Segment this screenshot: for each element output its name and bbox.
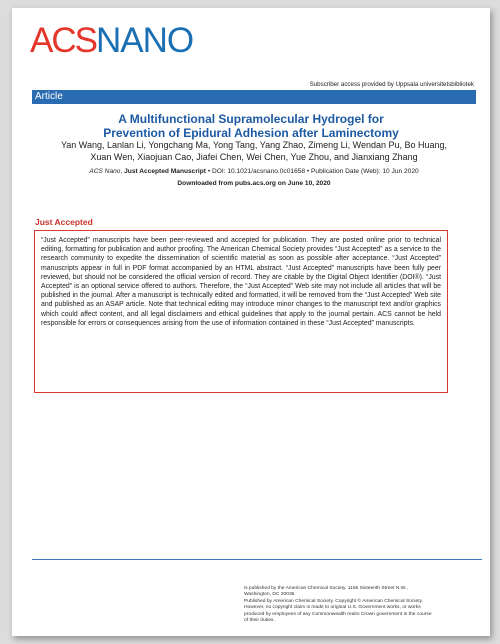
journal-logo	[30, 22, 193, 60]
footer-line-2: Washington, DC 20036	[244, 592, 295, 598]
article-title-line-1: A Multifunctional Supramolecular Hydrogel for	[118, 112, 384, 126]
citation-status: Just Accepted Manuscript	[124, 168, 206, 175]
footer-line-4: However, no copyright claim is made to original U.S. Government works, or works	[244, 605, 421, 611]
document-page	[12, 8, 490, 636]
footer-line-6: of their duties.	[244, 618, 275, 624]
logo-nano-text: NANO	[95, 21, 194, 60]
footer-line-1: is published by the American Chemical Society. 1155 Sixteenth Street N.W.,	[244, 586, 408, 591]
footer-divider	[32, 559, 482, 560]
citation-journal: ACS Nano	[89, 168, 121, 175]
section-bar	[32, 90, 476, 104]
author-list: Yan Wang, Lanlan Li, Yongchang Ma, Yong Tang, Yang Zhao, Zimeng Li, Wendan Pu, Bo Huang, Xuan Wen, Xiaojuan Cao, Jiafei Chen, Wei Chen, Yue Zhou, and Jianxiang Zhang	[60, 140, 448, 162]
download-note: Downloaded from pubs.acs.org on June 10, 2020	[177, 180, 331, 187]
footer-line-5: produced by employees of any Commonwealth realm Crown government in the course	[244, 611, 432, 617]
just-accepted-heading: Just Accepted	[35, 217, 93, 227]
logo-acs-text: ACS	[30, 21, 96, 60]
publisher-footer	[244, 586, 478, 624]
article-title-line-2: Prevention of Epidural Adhesion after Laminectomy	[103, 126, 399, 140]
section-label: Article	[35, 91, 63, 102]
just-accepted-notice	[34, 230, 448, 393]
footer-line-3: Published by American Chemical Society. Copyright © American Chemical Society.	[244, 598, 424, 604]
citation-details: • DOI: 10.1021/acsnano.0c01658 • Publication Date (Web): 10 Jun 2020	[207, 168, 419, 175]
citation-line: ACS Nano, Just Accepted Manuscript • DOI: 10.1021/acsnano.0c01658 • Publication Date (Web): 10 Jun 2020	[89, 168, 419, 175]
article-title	[42, 112, 460, 140]
subscriber-access-note: Subscriber access provided by Uppsala universitetsbibliotek	[309, 81, 474, 88]
just-accepted-body: “Just Accepted” manuscripts have been peer-reviewed and accepted for publication. They are posted online prior to technical editing, formatting for publication and author proofing. The American Chemical Society provides “Just Accepted” as a service to the research community to expedite the dissemination of scientific material as soon as possible after acceptance. “Just Accepted” manuscripts appear in full in PDF format accompanied by an HTML abstract. “Just Accepted” manuscripts have been fully peer reviewed, but should not be considered the official version of record. They are citable by the Digital Object Identifier (DOI®). “Just Accepted” is an optional service offered to authors. Therefore, the “Just Accepted” Web site may not include all articles that will be published in the journal. After a manuscript is technically edited and formatted, it will be removed from the “Just Accepted” Web site and published as an ASAP article. Note that technical editing may introduce minor changes to the manuscript text and/or graphics which could affect content, and all legal disclaimers and ethical guidelines that apply to the journal pertain. ACS cannot be held responsible for errors or consequences arising from the use of information contained in these “Just Accepted” manuscripts.	[41, 237, 441, 327]
